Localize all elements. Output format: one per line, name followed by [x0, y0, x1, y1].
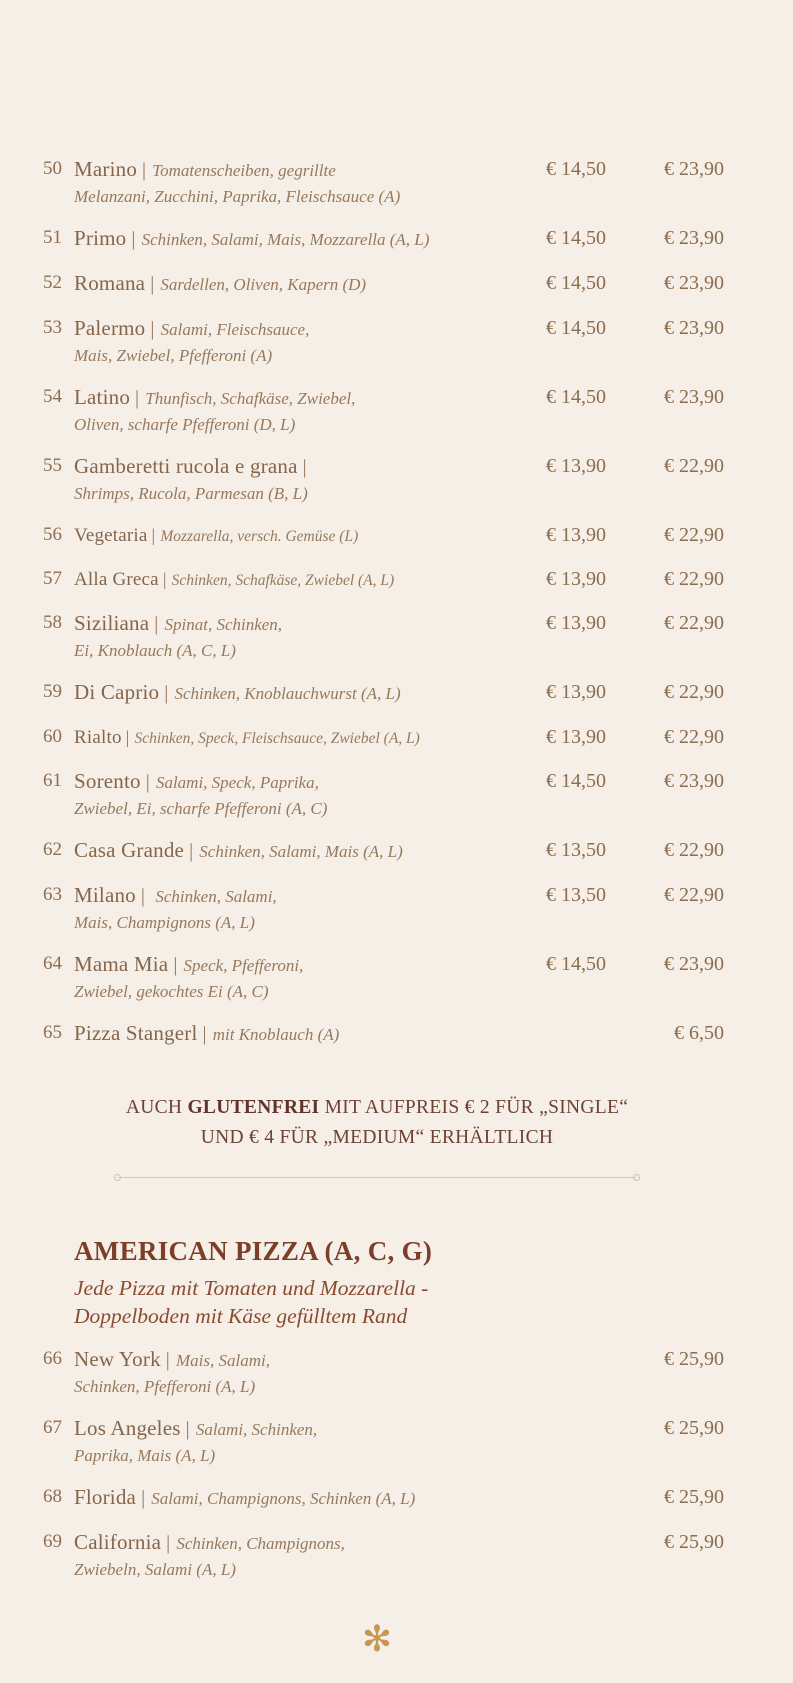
item-price-medium: € 25,90	[664, 1348, 724, 1370]
item-description-line2: Oliven, scharfe Pfefferoni (D, L)	[74, 415, 296, 434]
item-name: New York |	[74, 1347, 176, 1371]
glutenfree-note-line1: AUCH GLUTENFREI MIT AUFPREIS € 2 FÜR „SINGLE“	[125, 1097, 629, 1118]
item-text	[74, 1346, 496, 1399]
section-title: AMERICAN PIZZA (A, C, G)	[74, 1236, 433, 1266]
item-description-line1: Schinken, Schafkäse, Zwiebel (A, L)	[171, 572, 395, 589]
item-number: 62	[43, 839, 62, 860]
item-description-line1: Schinken, Salami, Mais, Mozzarella (A, L)	[141, 230, 430, 249]
item-text	[74, 270, 496, 299]
item-text	[74, 1415, 496, 1468]
item-price-single: € 13,90	[546, 455, 606, 477]
menu-item	[30, 384, 724, 437]
menu-item	[30, 315, 724, 368]
item-name: Milano |	[74, 883, 151, 907]
item-description-line1: Thunfisch, Schafkäse, Zwiebel,	[145, 389, 356, 408]
item-description-line1: Mozzarella, versch. Gemüse (L)	[160, 528, 359, 545]
item-text	[74, 882, 496, 935]
item-number: 69	[43, 1531, 62, 1552]
item-price-single: € 14,50	[546, 272, 606, 294]
item-description-line1: Schinken, Speck, Fleischsauce, Zwiebel (A, L)	[134, 730, 420, 747]
item-number: 67	[43, 1417, 62, 1438]
item-text	[74, 610, 496, 663]
item-number: 61	[43, 770, 62, 791]
item-name: Primo |	[74, 226, 142, 250]
item-description-line1: Spinat, Schinken,	[164, 615, 283, 634]
item-number: 58	[43, 612, 62, 633]
item-description-line2: Schinken, Pfefferoni (A, L)	[74, 1377, 256, 1396]
item-price-medium: € 23,90	[664, 227, 724, 249]
item-name: Siziliana |	[74, 611, 165, 635]
item-price-single: € 14,50	[546, 227, 606, 249]
item-description-line2: Ei, Knoblauch (A, C, L)	[74, 641, 236, 660]
item-description-line1: Schinken, Knoblauchwurst (A, L)	[174, 684, 401, 703]
item-price-single: € 13,90	[546, 568, 606, 590]
item-number: 59	[43, 681, 62, 702]
item-text	[74, 1529, 496, 1582]
menu-item	[30, 522, 724, 550]
item-name: Alla Greca |	[74, 569, 172, 590]
item-price-medium: € 25,90	[664, 1486, 724, 1508]
item-text	[74, 1020, 496, 1049]
item-price-medium: € 22,90	[664, 455, 724, 477]
american-pizza-section	[30, 1234, 724, 1582]
item-number: 65	[43, 1022, 62, 1043]
item-text	[74, 566, 496, 594]
item-text	[74, 679, 496, 708]
item-price-medium: € 6,50	[674, 1022, 724, 1044]
item-name: California |	[74, 1530, 176, 1554]
item-number: 56	[43, 524, 62, 545]
item-description-line2: Zwiebel, gekochtes Ei (A, C)	[74, 982, 269, 1001]
item-number: 66	[43, 1348, 62, 1369]
item-name: Di Caprio |	[74, 680, 174, 704]
item-description-line1: mit Knoblauch (A)	[212, 1025, 340, 1044]
item-number: 57	[43, 568, 62, 589]
item-text	[74, 951, 496, 1004]
item-name: Rialto |	[74, 727, 134, 748]
menu-item	[30, 225, 724, 254]
menu-item	[30, 453, 724, 506]
menu-item	[30, 1415, 724, 1468]
item-description-line1: Sardellen, Oliven, Kapern (D)	[160, 275, 367, 294]
item-number: 51	[43, 227, 62, 248]
menu-item	[30, 724, 724, 752]
item-description-line1: Speck, Pfefferoni,	[183, 956, 304, 975]
menu-item	[30, 1529, 724, 1582]
item-number: 50	[43, 158, 62, 179]
item-description-line1: Salami, Speck, Paprika,	[155, 773, 319, 792]
menu-item	[30, 270, 724, 299]
item-description-line2: Paprika, Mais (A, L)	[74, 1446, 216, 1465]
item-description-line1: Mais, Salami,	[176, 1351, 270, 1370]
item-number: 64	[43, 953, 62, 974]
menu-item	[30, 679, 724, 708]
section-subtitle-line2: Doppelboden mit Käse gefülltem Rand	[74, 1304, 408, 1328]
item-number: 53	[43, 317, 62, 338]
section-subtitle-line1: Jede Pizza mit Tomaten und Mozzarella -	[74, 1276, 429, 1300]
item-price-medium: € 22,90	[664, 612, 724, 634]
item-number: 55	[43, 455, 62, 476]
item-name: Marino |	[74, 157, 152, 181]
item-price-single: € 13,50	[546, 839, 606, 861]
item-price-medium: € 23,90	[664, 953, 724, 975]
item-description-line2: Melanzani, Zucchini, Paprika, Fleischsauce (A)	[74, 187, 401, 206]
item-description-line1: Salami, Fleischsauce,	[160, 320, 310, 339]
divider-line	[118, 1177, 636, 1178]
item-price-single: € 14,50	[546, 953, 606, 975]
glutenfree-note-line2: UND € 4 FÜR „MEDIUM“ ERHÄLTLICH	[200, 1127, 554, 1148]
menu-item	[30, 951, 724, 1004]
item-number: 52	[43, 272, 62, 293]
item-name: Mama Mia |	[74, 952, 184, 976]
item-text	[74, 156, 496, 209]
item-price-medium: € 22,90	[664, 884, 724, 906]
item-price-single: € 13,90	[546, 612, 606, 634]
menu-item	[30, 566, 724, 594]
glutenfree-note	[30, 1093, 724, 1153]
item-description-line1: Schinken, Salami, Mais (A, L)	[199, 842, 403, 861]
item-price-single: € 13,90	[546, 524, 606, 546]
menu-item	[30, 837, 724, 866]
item-text	[74, 768, 496, 821]
item-number: 60	[43, 726, 62, 747]
item-price-medium: € 25,90	[664, 1417, 724, 1439]
item-text	[74, 1484, 496, 1513]
item-price-single: € 13,50	[546, 884, 606, 906]
item-description-line1: Schinken, Champignons,	[176, 1534, 345, 1553]
divider-ring-right-icon	[633, 1174, 640, 1181]
menu-item	[30, 610, 724, 663]
item-text	[74, 724, 496, 752]
item-description-line2: Zwiebel, Ei, scharfe Pfefferoni (A, C)	[74, 799, 328, 818]
item-name: Los Angeles |	[74, 1416, 196, 1440]
item-name: Florida |	[74, 1485, 151, 1509]
item-description-line2: Shrimps, Rucola, Parmesan (B, L)	[74, 484, 308, 503]
item-text	[74, 225, 496, 254]
item-name: Romana |	[74, 271, 160, 295]
item-number: 63	[43, 884, 62, 905]
item-name: Latino |	[74, 385, 145, 409]
item-price-single: € 14,50	[546, 770, 606, 792]
item-price-medium: € 23,90	[664, 272, 724, 294]
item-text	[74, 453, 496, 506]
item-description-line1: Salami, Champignons, Schinken (A, L)	[151, 1489, 416, 1508]
flower-asterisk-icon: ✻	[361, 1619, 393, 1660]
item-text	[74, 837, 496, 866]
item-text	[74, 384, 496, 437]
item-text	[74, 315, 496, 368]
section-divider	[30, 1173, 724, 1182]
item-description-line1: Schinken, Salami,	[151, 887, 277, 906]
menu-item	[30, 1346, 724, 1399]
item-price-medium: € 22,90	[664, 839, 724, 861]
menu-item	[30, 156, 724, 209]
item-price-medium: € 22,90	[664, 524, 724, 546]
item-name: Palermo |	[74, 316, 161, 340]
item-price-medium: € 23,90	[664, 770, 724, 792]
american-pizza-list	[30, 1346, 724, 1582]
glutenfree-highlight: GLUTENFREI	[187, 1097, 320, 1118]
section-subtitle	[74, 1274, 724, 1330]
classic-pizza-list	[30, 156, 724, 1049]
menu-item	[30, 768, 724, 821]
item-price-single: € 14,50	[546, 158, 606, 180]
item-description-line2: Mais, Champignons (A, L)	[74, 913, 255, 932]
menu-item	[30, 1020, 724, 1049]
item-price-medium: € 22,90	[664, 726, 724, 748]
item-description-line1: Tomatenscheiben, gegrillte	[152, 161, 336, 180]
item-price-single: € 13,90	[546, 681, 606, 703]
item-text	[74, 522, 496, 550]
item-name: Pizza Stangerl |	[74, 1021, 213, 1045]
item-price-medium: € 23,90	[664, 317, 724, 339]
item-description-line2: Mais, Zwiebel, Pfefferoni (A)	[74, 346, 273, 365]
item-number: 54	[43, 386, 62, 407]
item-price-medium: € 22,90	[664, 568, 724, 590]
item-number: 68	[43, 1486, 62, 1507]
item-price-single: € 14,50	[546, 386, 606, 408]
menu-item	[30, 882, 724, 935]
item-description-line2: Zwiebeln, Salami (A, L)	[74, 1560, 236, 1579]
item-price-medium: € 23,90	[664, 158, 724, 180]
item-price-medium: € 25,90	[664, 1531, 724, 1553]
item-description-line1: Salami, Schinken,	[195, 1420, 318, 1439]
item-name: Casa Grande |	[74, 838, 199, 862]
item-name: Sorento |	[74, 769, 156, 793]
item-price-single: € 14,50	[546, 317, 606, 339]
menu-item	[30, 1484, 724, 1513]
item-price-medium: € 23,90	[664, 386, 724, 408]
item-price-single: € 13,90	[546, 726, 606, 748]
item-name: Vegetaria |	[74, 525, 160, 546]
item-name: Gamberetti rucola e grana |	[74, 454, 313, 478]
item-price-medium: € 22,90	[664, 681, 724, 703]
